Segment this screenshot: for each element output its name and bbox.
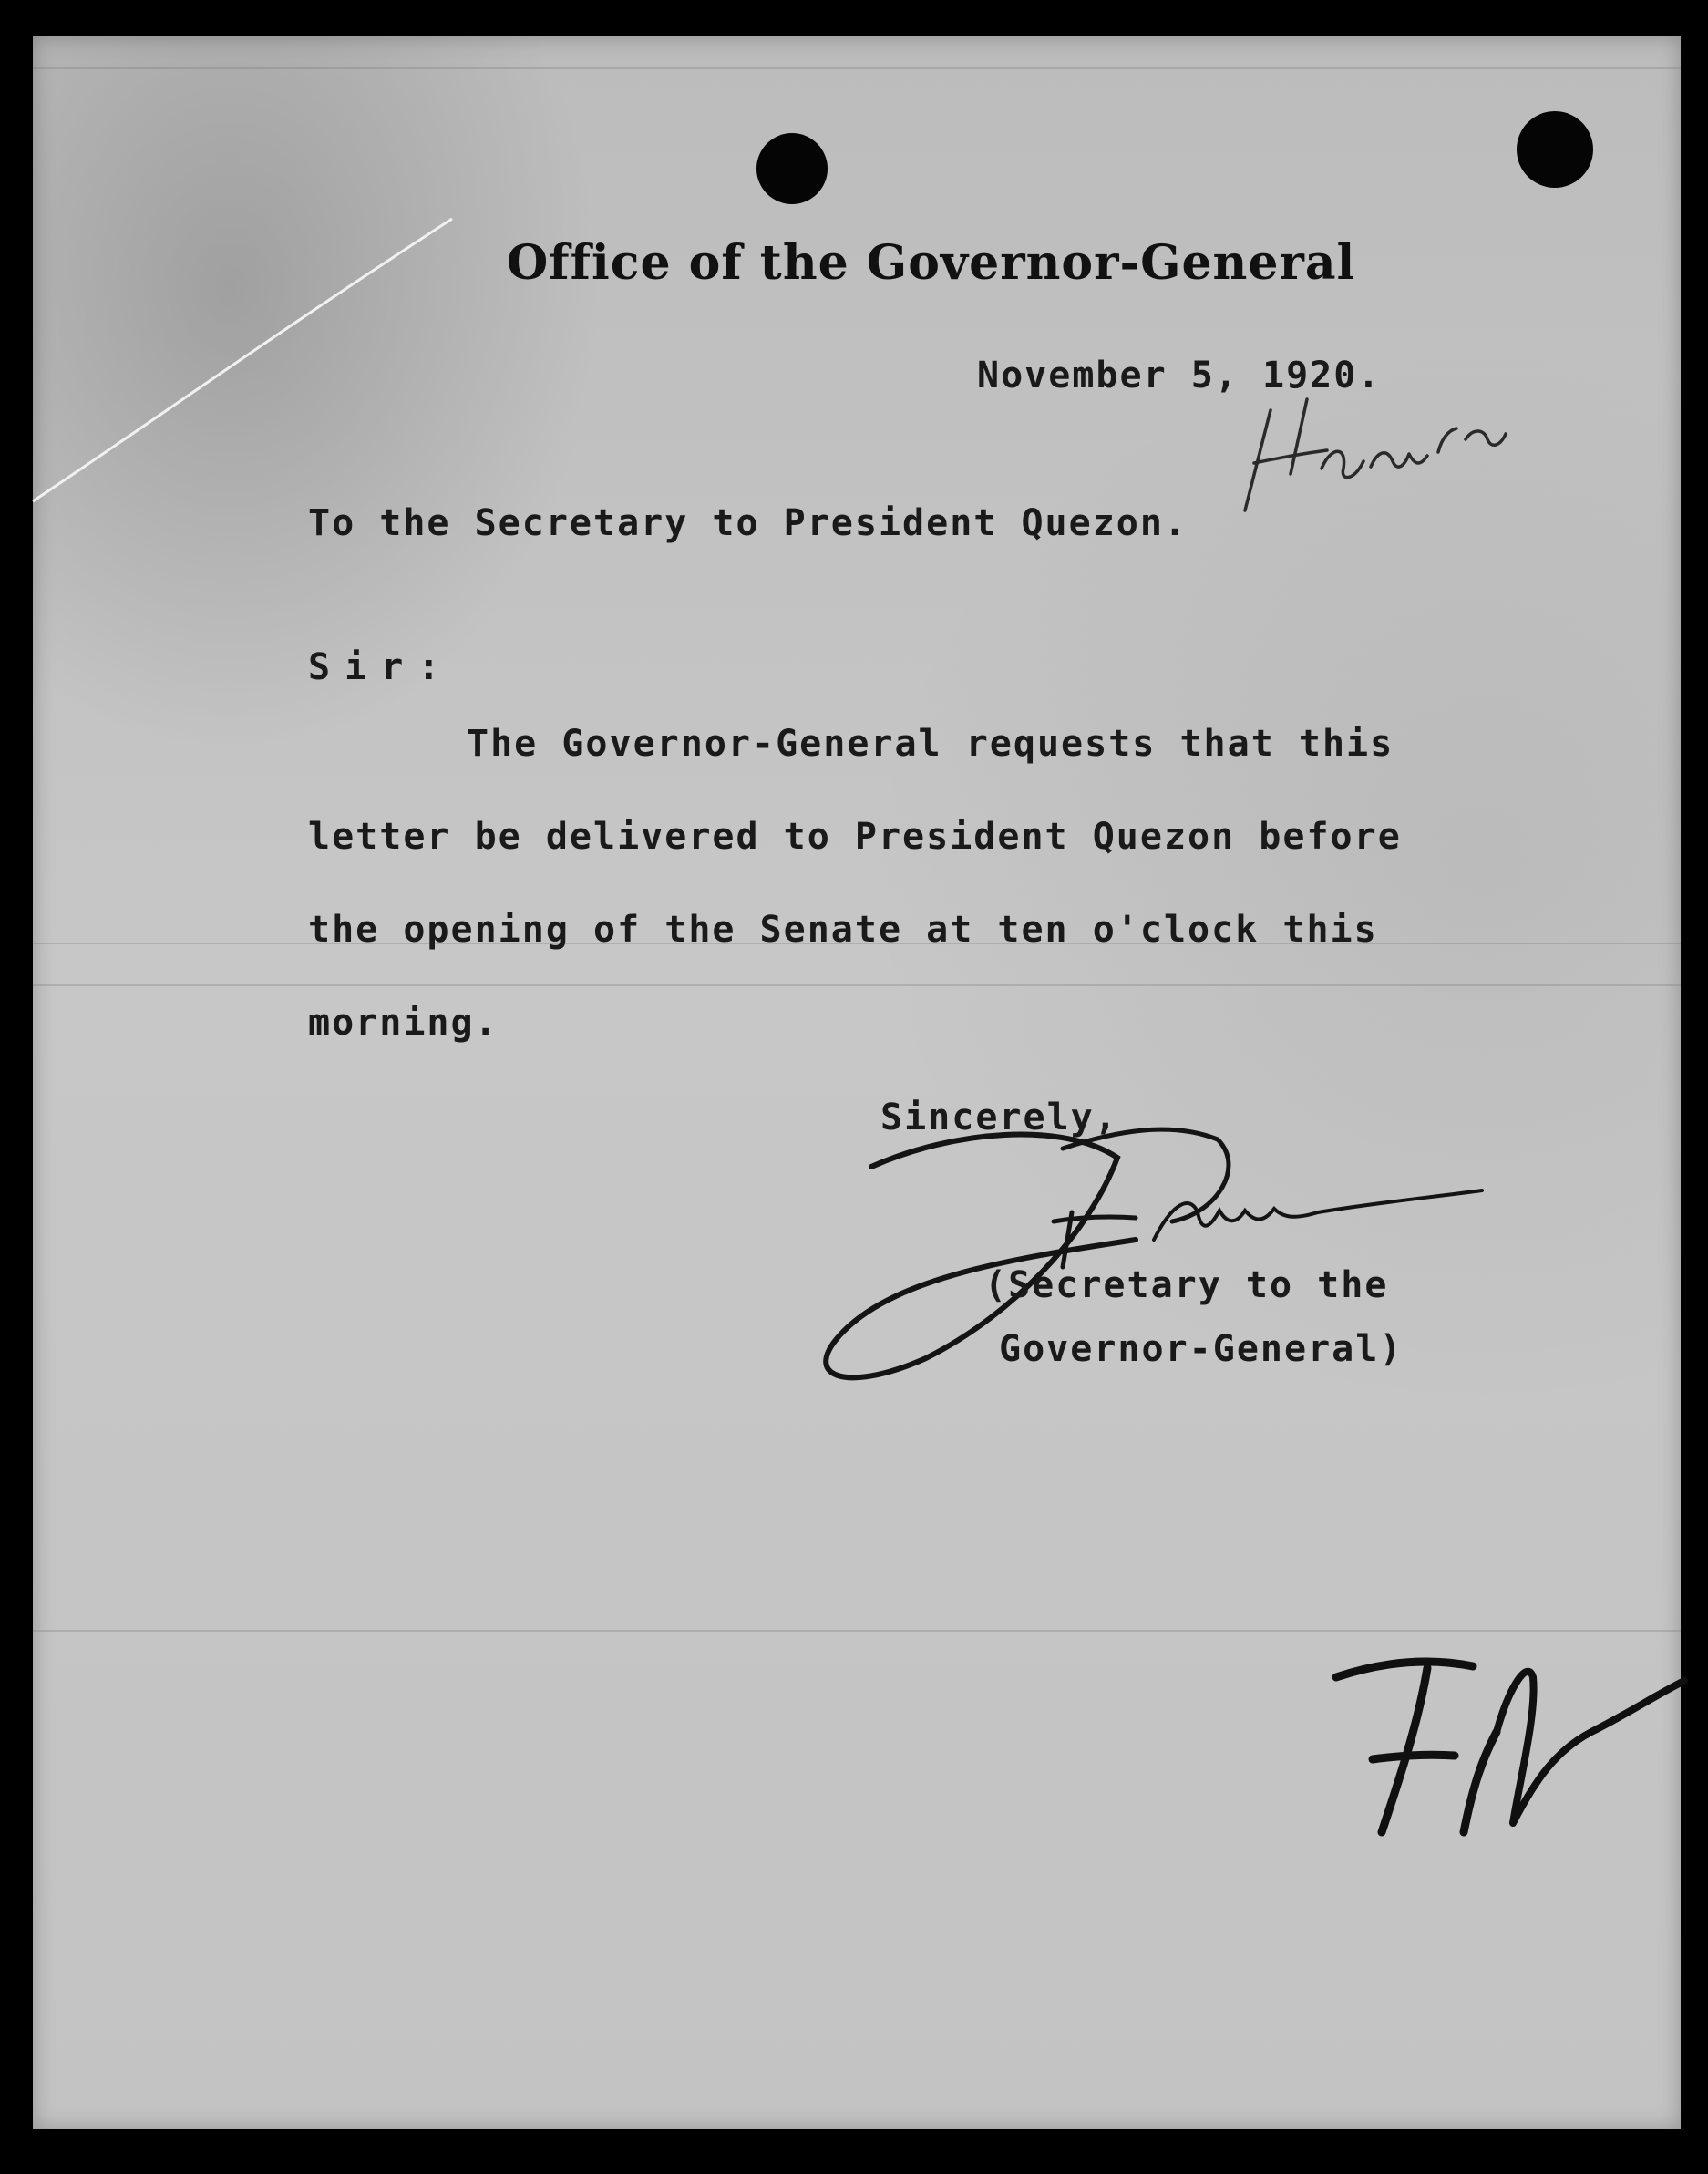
file-note-handwriting	[1318, 1623, 1701, 1896]
punch-hole	[1517, 111, 1593, 188]
body-line: the opening of the Senate at ten o'clock this	[308, 909, 1378, 951]
body-line: The Governor-General requests that this	[467, 723, 1394, 765]
letter-page	[33, 36, 1681, 2129]
margin-note-handwriting	[1227, 374, 1528, 529]
addressee-line: To the Secretary to President Quezon.	[308, 502, 1188, 544]
signer-title-line: Governor-General)	[999, 1328, 1404, 1370]
letterhead: Office of the Governor-General	[507, 235, 1356, 291]
body-line: morning.	[308, 1002, 499, 1044]
closing: Sincerely,	[880, 1097, 1118, 1139]
signer-title-line: (Secretary to the	[984, 1264, 1389, 1306]
paper-crease	[33, 210, 461, 510]
paper-line	[33, 67, 1681, 69]
letter-date: November 5, 1920.	[977, 355, 1382, 397]
punch-hole	[756, 133, 828, 204]
body-line: letter be delivered to President Quezon before	[308, 816, 1402, 858]
paper-line	[33, 984, 1681, 986]
salutation: Sir:	[308, 646, 455, 688]
